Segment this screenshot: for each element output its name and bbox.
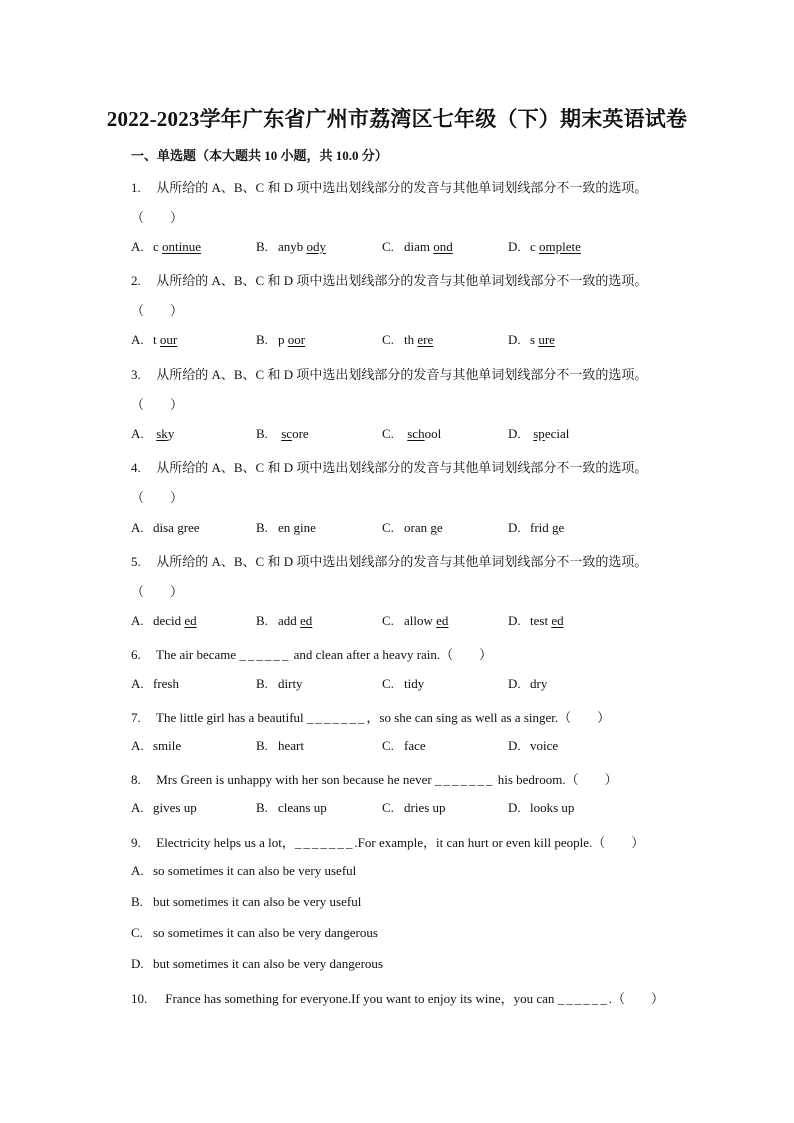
- answer-blank: _______: [306, 710, 367, 725]
- option-text: but sometimes it can also be very useful: [153, 894, 362, 909]
- option-suffix: ecial: [544, 426, 570, 441]
- option-a[interactable]: [131, 676, 179, 692]
- option-underlined: ere: [417, 332, 434, 347]
- question-number: 3.: [131, 367, 141, 382]
- question-text: 从所给的 A、B、C 和 D 项中选出划线部分的发音与其他单词划线部分不一致的选项。: [156, 180, 648, 195]
- option-a[interactable]: [131, 520, 200, 536]
- option-a[interactable]: [131, 738, 181, 754]
- section-heading: 一、单选题（本大题共 10 小题，共 10.0 分）: [131, 148, 388, 163]
- option-c[interactable]: [131, 925, 378, 941]
- option-letter: A.: [131, 676, 144, 691]
- option-letter: C.: [382, 426, 394, 441]
- option-a[interactable]: [131, 613, 197, 629]
- question-text-post: .（ ）: [608, 991, 664, 1006]
- question-1: [131, 177, 647, 196]
- option-suffix: ool: [424, 426, 442, 441]
- option-letter: B.: [256, 239, 268, 254]
- option-underlined: sch: [407, 426, 425, 441]
- question-3: [131, 364, 647, 383]
- option-letter: B.: [256, 676, 268, 691]
- answer-blank: _______: [434, 772, 495, 787]
- option-c[interactable]: [382, 332, 433, 348]
- option-letter: A.: [131, 800, 144, 815]
- option-letter: B.: [256, 738, 268, 753]
- option-b[interactable]: [256, 676, 303, 692]
- option-letter: A.: [131, 332, 144, 347]
- option-d[interactable]: [508, 332, 555, 348]
- option-prefix: oran: [404, 520, 431, 535]
- option-a[interactable]: [131, 426, 174, 442]
- option-d[interactable]: [508, 520, 564, 536]
- option-b[interactable]: [256, 613, 312, 629]
- option-prefix: c: [153, 239, 163, 254]
- option-suffix: ree: [183, 520, 200, 535]
- option-underlined: ody: [306, 239, 327, 254]
- option-letter: A.: [131, 863, 144, 878]
- option-letter: C.: [382, 738, 394, 753]
- option-underlined: ed: [184, 613, 197, 628]
- option-d[interactable]: [508, 800, 574, 816]
- option-underlined: sp: [533, 426, 545, 441]
- question-8: [131, 769, 618, 788]
- option-letter: C.: [382, 520, 394, 535]
- option-b[interactable]: [256, 800, 327, 816]
- option-underlined: g: [430, 520, 437, 535]
- option-prefix: en: [278, 520, 294, 535]
- option-d[interactable]: [508, 676, 547, 692]
- answer-blank: ______: [557, 991, 609, 1006]
- option-prefix: th: [404, 332, 418, 347]
- option-prefix: allow: [404, 613, 437, 628]
- option-letter: C.: [131, 925, 143, 940]
- option-prefix: frid: [530, 520, 553, 535]
- option-a[interactable]: [131, 332, 177, 348]
- option-text: tidy: [404, 676, 425, 691]
- option-letter: C.: [382, 239, 394, 254]
- question-6: [131, 644, 492, 663]
- option-letter: D.: [508, 520, 521, 535]
- option-underlined: sk: [156, 426, 168, 441]
- question-5: [131, 551, 647, 570]
- option-letter: D.: [508, 676, 521, 691]
- question-text-post: .For example，it can hurt or even kill people.（ ）: [354, 835, 645, 850]
- question-number: 2.: [131, 273, 141, 288]
- option-text: face: [404, 738, 426, 753]
- option-letter: B.: [256, 800, 268, 815]
- option-underlined: ond: [433, 239, 453, 254]
- option-d[interactable]: [508, 426, 569, 442]
- option-c[interactable]: [382, 426, 441, 442]
- option-d[interactable]: [131, 956, 383, 972]
- option-underlined: omplete: [539, 239, 581, 254]
- option-b[interactable]: [256, 426, 309, 442]
- question-text-pre: The air became: [156, 647, 240, 662]
- question-number: 1.: [131, 180, 141, 195]
- option-letter: D.: [508, 239, 521, 254]
- option-a[interactable]: [131, 863, 356, 879]
- option-a[interactable]: [131, 800, 197, 816]
- option-letter: C.: [382, 800, 394, 815]
- question-number: 9.: [131, 835, 141, 850]
- question-text-pre: The little girl has a beautiful: [156, 710, 307, 725]
- question-7: [131, 707, 610, 726]
- option-b[interactable]: [256, 520, 316, 536]
- option-text: so sometimes it can also be very useful: [153, 863, 357, 878]
- option-prefix: diam: [404, 239, 434, 254]
- option-c[interactable]: [382, 738, 426, 754]
- option-b[interactable]: [256, 332, 305, 348]
- question-text: 从所给的 A、B、C 和 D 项中选出划线部分的发音与其他单词划线部分不一致的选项。: [156, 554, 648, 569]
- question-number: 5.: [131, 554, 141, 569]
- option-letter: A.: [131, 426, 144, 441]
- option-letter: A.: [131, 613, 144, 628]
- option-letter: D.: [508, 613, 521, 628]
- option-underlined: ure: [538, 332, 555, 347]
- option-underlined: our: [159, 332, 178, 347]
- answer-paren: （ ）: [131, 303, 184, 318]
- option-text: looks up: [530, 800, 575, 815]
- option-text: dry: [530, 676, 548, 691]
- option-text: dries up: [404, 800, 446, 815]
- question-text-pre: Electricity helps us a lot，: [156, 835, 295, 850]
- option-text: cleans up: [278, 800, 327, 815]
- option-text: voice: [530, 738, 559, 753]
- option-underlined: g: [293, 520, 301, 535]
- option-suffix: y: [167, 426, 175, 441]
- option-letter: A.: [131, 738, 144, 753]
- option-text: dirty: [278, 676, 303, 691]
- option-b[interactable]: [131, 894, 361, 910]
- option-underlined: g: [177, 520, 184, 535]
- option-prefix: anyb: [278, 239, 307, 254]
- exam-title: 2022-2023学年广东省广州市荔湾区七年级（下）期末英语试卷: [106, 107, 688, 131]
- question-text: 从所给的 A、B、C 和 D 项中选出划线部分的发音与其他单词划线部分不一致的选项。: [156, 273, 648, 288]
- option-b[interactable]: [256, 239, 326, 255]
- option-underlined: g: [552, 520, 559, 535]
- option-prefix: s: [530, 332, 539, 347]
- answer-blank: _______: [294, 835, 355, 850]
- option-c[interactable]: [382, 676, 424, 692]
- option-c[interactable]: [382, 613, 448, 629]
- option-letter: B.: [256, 613, 268, 628]
- option-underlined: ed: [551, 613, 564, 628]
- option-letter: A.: [131, 239, 144, 254]
- question-number: 7.: [131, 710, 141, 725]
- option-letter: D.: [508, 426, 521, 441]
- question-text: 从所给的 A、B、C 和 D 项中选出划线部分的发音与其他单词划线部分不一致的选项。: [156, 460, 648, 475]
- question-10: [131, 988, 664, 1007]
- answer-paren: （ ）: [131, 584, 184, 599]
- option-text: so sometimes it can also be very dangerous: [153, 925, 378, 940]
- question-text: 从所给的 A、B、C 和 D 项中选出划线部分的发音与其他单词划线部分不一致的选项。: [156, 367, 648, 382]
- option-text: but sometimes it can also be very dangerous: [153, 956, 383, 971]
- option-letter: C.: [382, 332, 394, 347]
- option-d[interactable]: [508, 613, 564, 629]
- option-letter: D.: [131, 956, 144, 971]
- option-text: gives up: [153, 800, 197, 815]
- question-9: [131, 832, 644, 851]
- answer-paren: （ ）: [131, 210, 184, 225]
- option-d[interactable]: [508, 239, 581, 255]
- question-text-pre: Mrs Green is unhappy with her son because he never: [156, 772, 435, 787]
- option-suffix: ine: [300, 520, 316, 535]
- option-c[interactable]: [382, 520, 443, 536]
- option-letter: D.: [508, 332, 521, 347]
- option-c[interactable]: [382, 800, 446, 816]
- question-number: 10.: [131, 991, 148, 1006]
- option-underlined: ed: [300, 613, 313, 628]
- option-underlined: ontinue: [162, 239, 202, 254]
- option-letter: A.: [131, 520, 144, 535]
- option-text: heart: [278, 738, 304, 753]
- option-suffix: ore: [292, 426, 309, 441]
- option-letter: B.: [256, 520, 268, 535]
- option-letter: B.: [256, 332, 268, 347]
- option-d[interactable]: [508, 738, 558, 754]
- question-text-post: his bedroom.（ ）: [494, 772, 618, 787]
- answer-paren: （ ）: [131, 397, 184, 412]
- option-letter: D.: [508, 738, 521, 753]
- question-text-post: ，so she can sing as well as a singer.（ ）: [366, 710, 611, 725]
- option-underlined: ed: [436, 613, 449, 628]
- option-letter: C.: [382, 613, 394, 628]
- option-suffix: e: [558, 520, 565, 535]
- answer-blank: ______: [239, 647, 291, 662]
- option-underlined: sc: [281, 426, 293, 441]
- option-c[interactable]: [382, 239, 453, 255]
- option-letter: B.: [131, 894, 143, 909]
- option-prefix: decid: [153, 613, 185, 628]
- option-prefix: disa: [153, 520, 178, 535]
- option-prefix: p: [278, 332, 288, 347]
- option-a[interactable]: [131, 239, 201, 255]
- option-letter: B.: [256, 426, 268, 441]
- option-text: fresh: [153, 676, 179, 691]
- question-text-pre: France has something for everyone.If you want to enjoy its wine，you can: [165, 991, 558, 1006]
- option-prefix: c: [530, 239, 540, 254]
- option-b[interactable]: [256, 738, 304, 754]
- option-letter: C.: [382, 676, 394, 691]
- option-letter: D.: [508, 800, 521, 815]
- question-4: [131, 457, 647, 476]
- option-prefix: t: [153, 332, 160, 347]
- answer-paren: （ ）: [131, 490, 184, 505]
- question-text-post: and clean after a heavy rain.（ ）: [290, 647, 493, 662]
- question-number: 6.: [131, 647, 141, 662]
- question-2: [131, 270, 647, 289]
- option-text: smile: [153, 738, 182, 753]
- option-suffix: e: [436, 520, 443, 535]
- option-prefix: test: [530, 613, 552, 628]
- option-prefix: add: [278, 613, 301, 628]
- question-number: 8.: [131, 772, 141, 787]
- option-underlined: oor: [287, 332, 306, 347]
- question-number: 4.: [131, 460, 141, 475]
